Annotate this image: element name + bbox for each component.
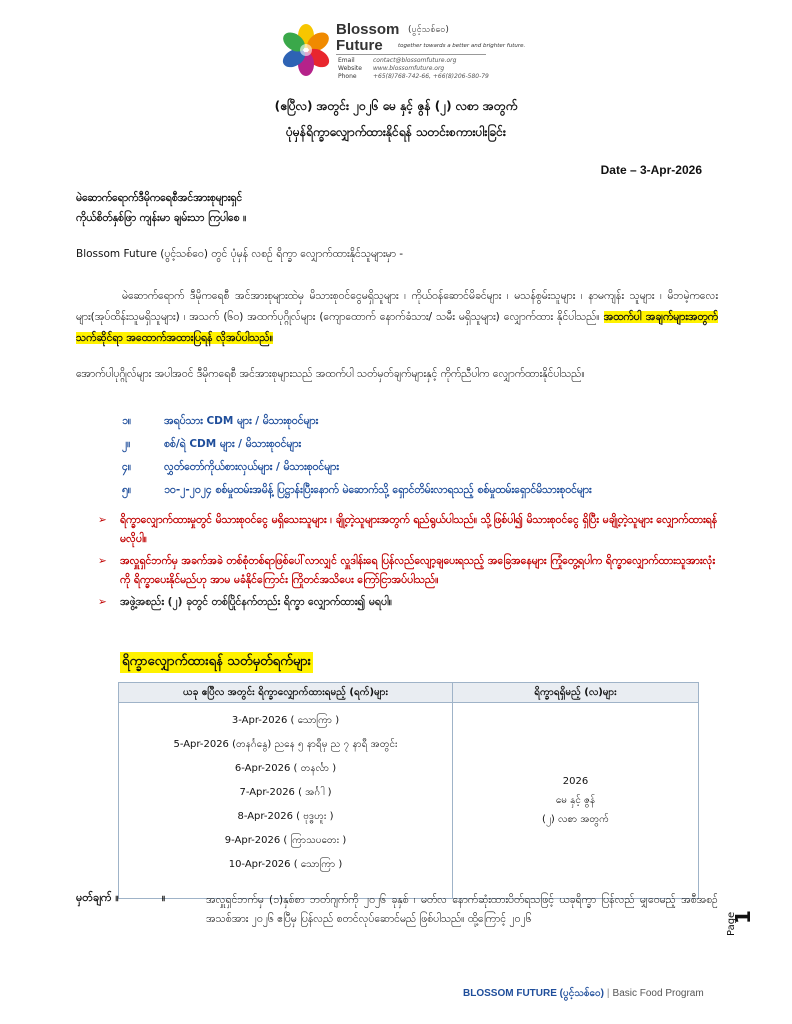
table-date-row: 8-Apr-2026 ( ဗုဒ္ဓဟူး ) bbox=[237, 811, 334, 822]
list-item: ၁။ အရပ်သား CDM များ / မိသားစုဝင်များ bbox=[122, 415, 319, 427]
contact-block bbox=[338, 57, 489, 81]
schedule-title: ရိက္ခာလျှောက်ထားရန် သတ်မှတ်ရက်များ bbox=[120, 652, 313, 673]
application-dates-cell bbox=[119, 703, 453, 899]
table-date-row: 6-Apr-2026 ( တနင်္လာ ) bbox=[234, 763, 337, 774]
brand-name-myanmar: (ပွင့်သစ်ဝေ) bbox=[408, 25, 449, 35]
list-item: ၄။ လွှတ်တော်ကိုယ်စားလှယ်များ / မိသားစုဝင်များ bbox=[122, 461, 339, 473]
footer bbox=[463, 986, 704, 1001]
document-title: (ဧပြီလ) အတွင်း ၂၀၂၆ မေ နှင့် ဇွန် (၂) လစာ အတွက် bbox=[274, 99, 518, 113]
receive-year: 2026 bbox=[562, 776, 589, 787]
note-label: မှတ်ချက် ။ bbox=[76, 891, 119, 904]
intro-paragraph: Blossom Future (ပွင့်သစ်ဝေ) တွင် ပုံမှန် လစဉ် ရိက္ခာ လျှောက်ထားနိုင်သူများမှာ - bbox=[76, 248, 404, 260]
receive-months: မေ နှင့် ဇွန် bbox=[555, 795, 596, 806]
list-item: ၂။ စစ်/ရဲ CDM များ / မိသားစုဝင်များ bbox=[122, 438, 302, 450]
arrow-bullet-icon: ➢ bbox=[98, 514, 107, 526]
arrow-bullet-icon: ➢ bbox=[98, 596, 107, 608]
footer-brand: BLOSSOM FUTURE (ပွင့်သစ်ဝေ) bbox=[463, 988, 604, 999]
contact-email: contact@blossomfuture.org bbox=[373, 57, 457, 64]
schedule-table bbox=[118, 682, 699, 899]
arrow-bullet-icon: ➢ bbox=[98, 555, 107, 567]
notice-bullets bbox=[96, 511, 718, 615]
document-subtitle: ပုံမှန်ရိက္ခာလျှောက်ထားနိုင်ရန် သတင်းစကားပါးခြင်း bbox=[286, 125, 506, 139]
blossom-flower-logo bbox=[280, 22, 332, 78]
document-date: Date – 3-Apr-2026 bbox=[600, 163, 702, 177]
table-date-row: 10-Apr-2026 ( သောကြာ ) bbox=[228, 859, 343, 870]
note-text: အလှူရှင်ဘက်မှ (၁)နှစ်စာ ဘတ်ဂျက်ကို ၂၀၂၆ ခုနှစ် ၊ မတ်လ နောက်ဆုံးထားပိတ်ရသဖြင့် ယခုရိက္ခာ ပြန်လည် မျှဝေမည့် အစီအစဉ်အသစ်အား ၂၀၂၆ ဧပြီမှ ပြန်လည် စတင်လုပ်ဆောင်မည် ဖြစ်ပါသည်။ ထို့ကြောင့် ၂၀၂၆ bbox=[206, 894, 718, 925]
table-date-row: 7-Apr-2026 ( အင်္ဂါ ) bbox=[239, 787, 332, 798]
table-date-row: 9-Apr-2026 ( ကြာသပတေး ) bbox=[224, 835, 347, 846]
receive-months-cell bbox=[453, 703, 699, 899]
contact-label: Email bbox=[338, 57, 355, 64]
contact-phone: +65(8)768-742-66, +66(8)206-580-79 bbox=[373, 73, 489, 80]
page-number: 1 bbox=[731, 910, 755, 924]
table-header-receive-months: ရိက္ခာရရှိမည့် (လ)များ bbox=[453, 683, 699, 703]
evidence-required-highlight: အထက်ပါ အချက်များအတွက် သက်ဆိုင်ရာ အထောက်အထားပြရန် လိုအပ်ပါသည်။ bbox=[76, 311, 718, 344]
brand-tagline: together towards a better and brighter future. bbox=[398, 43, 526, 49]
footer-separator: | bbox=[606, 988, 610, 999]
list-item: ၅။ ၁၀-၂-၂၀၂၄ စစ်မှုထမ်းအမိန့် ပြဋ္ဌာန်းပြီးနောက် မဲဆောက်သို့ ရှောင်တိမ်းလာရသည့် စစ်မှုထမ်းရှောင်မိသားစုဝင်များ bbox=[122, 484, 592, 496]
contact-label: Website bbox=[338, 65, 362, 72]
bullet-item: ➢ အဖွဲ့အစည်း (၂) ခုတွင် တစ်ပြိုင်နက်တည်း ရိက္ခာ လျှောက်ထား၍ မရပါ။ bbox=[96, 593, 718, 612]
note-separator: ။ bbox=[162, 891, 166, 904]
eligible-groups-paragraph: အောက်ပါပုဂ္ဂိုလ်များ အပါအဝင် ဒီမိုကရေစီ အင်အားစုများသည် အထက်ပါ သတ်မှတ်ချက်များနှင့် ကိုက်ညီပါက လျှောက်ထားနိုင်ပါသည်။ bbox=[76, 368, 585, 380]
contact-website: www.blossomfuture.org bbox=[373, 65, 445, 72]
eligibility-paragraph bbox=[76, 286, 718, 349]
contact-label: Phone bbox=[338, 73, 357, 80]
greeting-line-1: မဲဆောက်ရောက်ဒီမိုကရေစီအင်အားစုများရှင် bbox=[76, 192, 243, 204]
table-header-application-dates: ယခု ဧပြီလ အတွင်း ရိက္ခာလျှောက်ထားရမည့် (ရက်)များ bbox=[119, 683, 453, 703]
receive-duration: (၂) လစာ အတွက် bbox=[542, 814, 609, 825]
eligible-groups-list bbox=[122, 415, 592, 507]
greeting-line-2: ကိုယ်စိတ်နှစ်ဖြာ ကျန်းမာ ချမ်းသာ ကြပါစေ ။ bbox=[76, 212, 247, 224]
brand-name: Blossom Future bbox=[336, 21, 400, 54]
bullet-item: ➢ အလှူရှင်ဘက်မှ အခက်အခဲ တစ်စုံတစ်ရာဖြစ်ပေါ်လာလျှင် လှူဒါန်းရေ ပြန်လည်လျော့ချပေးရသည့် အခြေအနေများ ကြုံတွေ့ရပါက ရိက္ခာလျှောက်ထားသူအားလုံးကို ရိက္ခာပေးနိုင်မည်ဟု အာမ မခံနိုင်ကြောင်း ကြိုတင်အသိပေး ကြော်ငြာအပ်ပါသည်။ bbox=[96, 552, 718, 590]
table-date-row: 5-Apr-2026 (တနင်္ဂနွေ) ညနေ ၅ နာရီမှ ည ၇ နာရီ အတွင်း bbox=[173, 739, 398, 750]
footer-program: Basic Food Program bbox=[612, 988, 704, 999]
page-label: Page bbox=[726, 911, 737, 936]
bullet-item: ➢ ရိက္ခာလျှောက်ထားမှုတွင် မိသားစုဝင်ငွေ မရှိသေးသူများ ၊ ချို့တဲ့သူများအတွက် ရည်ရွယ်ပါသည်။ သို့ဖြစ်ပါ၍ မိသားစုဝင်ငွေ ရှိပြီး မချို့တဲ့သူများ လျှောက်ထားရန် မလိုပါ။ bbox=[96, 511, 718, 549]
contact-divider bbox=[336, 54, 486, 55]
eligibility-text: မဲဆောက်ရောက် ဒီမိုကရေစီ အင်အားစုများထဲမှ မိသားစုဝင်ငွေမရှိသူများ ၊ ကိုယ်ဝန်ဆောင်မိခင်များ ၊ မသန်စွမ်းသူများ ၊ နာမကျန်း သူများ ၊ မိဘမဲ့ကလေးများ(အုပ်ထိန်းသူမရှိသူများ) ၊ အသက် (၆၀) အထက်ပုဂ္ဂိုလ်များ (ကျောထောက် နောက်ခံသား/ သမီး မရှိသူများ) လျှောက်ထား နိုင်ပါသည်။ bbox=[76, 290, 718, 323]
table-date-row: 3-Apr-2026 ( သောကြာ ) bbox=[231, 715, 340, 726]
